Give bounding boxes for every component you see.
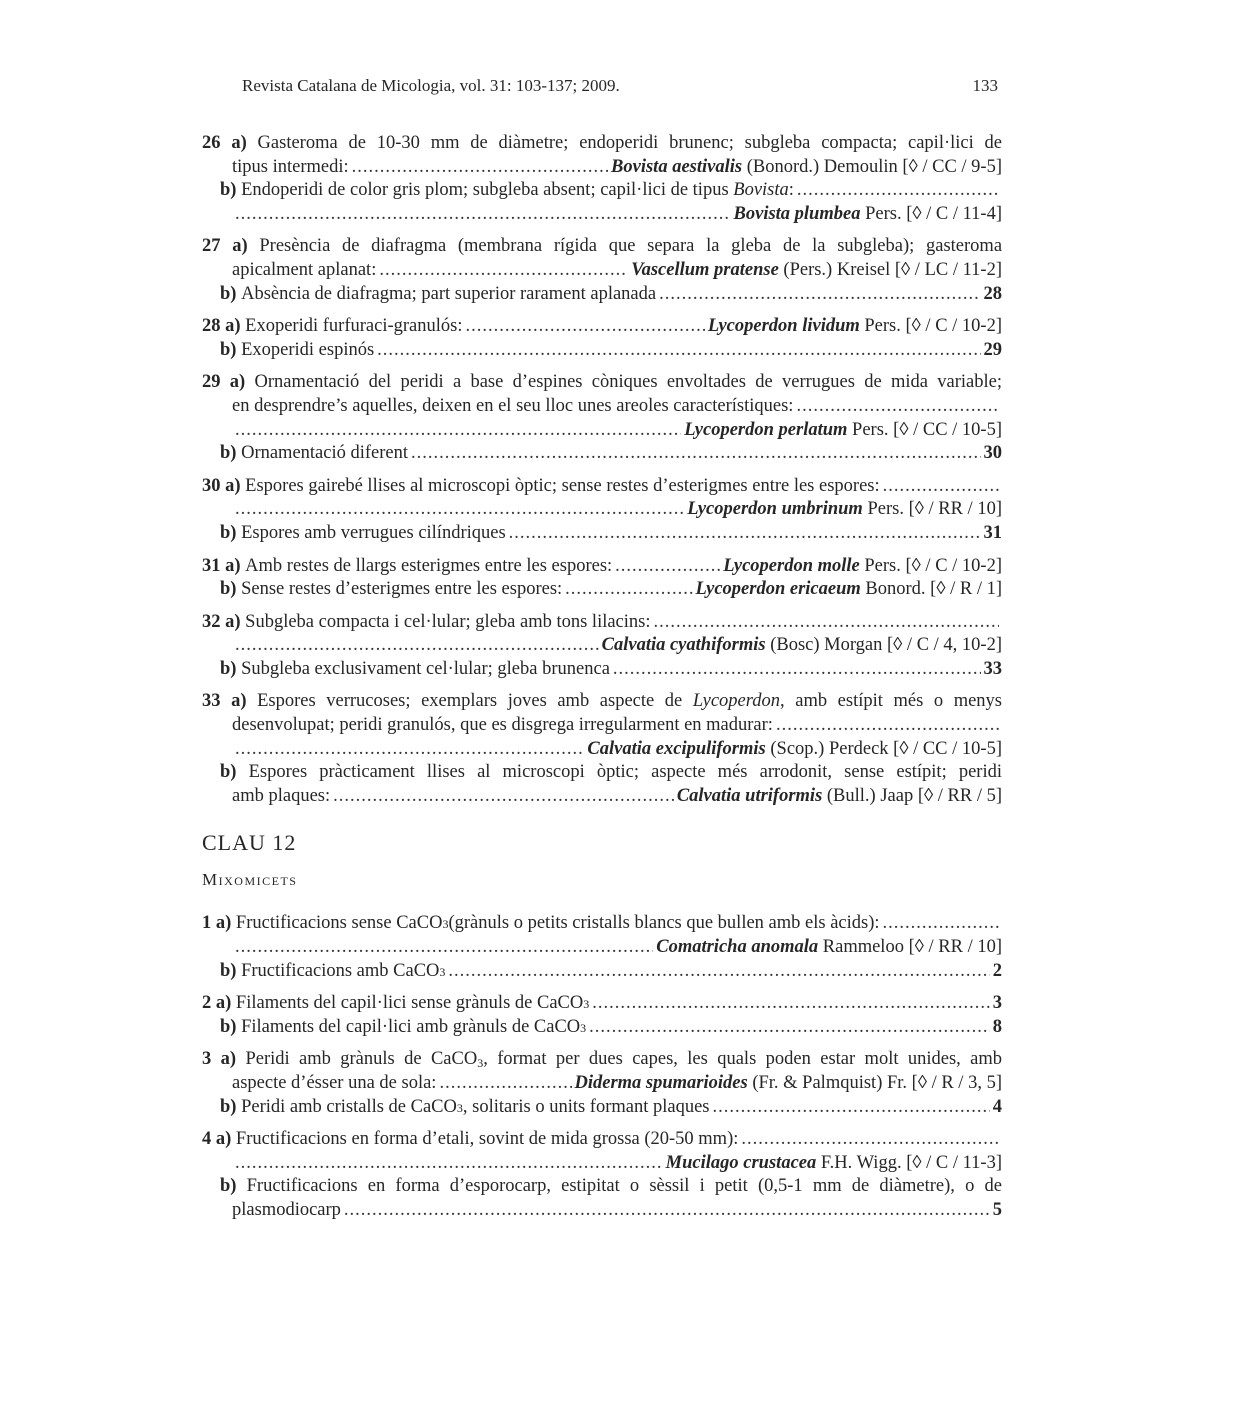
couplet-ref: 3 — [992, 993, 1002, 1014]
couplet-32: 32 a) Subgleba compacta i cel·lular; gleba amb tons lilacins: ..... ..... Calvatia cyathiformis (Bosc) Morgan [◊ / C / 4, 10-2] b) Subgleba exclusivament cel·lular; gleba brunenca ..... 33 — [202, 611, 1002, 682]
taxon-name: Lycoperdon umbrinum — [687, 499, 863, 520]
taxon-name: Comatricha anomala — [656, 937, 819, 958]
couplet-m2: 2 a) Filaments del capil·lici sense grànuls de CaCO 3 ..... 3 b) Filaments del capil·lici amb grànuls de CaCO 3 ..... 8 — [202, 992, 1002, 1039]
couplet-ref: 29 — [983, 339, 1002, 360]
couplet-28: 28 a) Exoperidi furfuraci-granulós: ..... Lycoperdon lividum Pers. [◊ / C / 10-2] b) Exoperidi espinós ..... 29 — [202, 315, 1002, 362]
taxon-name: Bovista aestivalis — [611, 156, 743, 177]
section-subtitle: Mixomicets — [202, 870, 298, 890]
taxon-name: Diderma spumarioides — [574, 1073, 748, 1093]
taxon-name: Lycoperdon ericaeum — [695, 579, 861, 600]
key-content — [202, 132, 1002, 1232]
couplet-33: 33 a) Espores verrucoses; exemplars joves amb aspecte de Lycoperdon, amb estípit més o menys desenvolupat; peridi granulós, que es disgrega irregularment en madurar: ..... ..... Calvatia excipuliformis (Scop.) Perdeck [◊ / CC / 10-5] b) Espores pràcticament llises al microscopi òptic; aspecte més arrodonit, sense estípit; peridi amb plaques: ..... Calvatia utriformis (Bull.) Jaap [◊ / RR / 5] — [202, 690, 1002, 808]
page-number: 133 — [972, 76, 998, 95]
couplet-30: 30 a) Espores gairebé llises al microscopi òptic; sense restes d’esterigmes entre les espores: ..... ..... Lycoperdon umbrinum Pers. [◊ / RR / 10] b) Espores amb verrugues cilíndriques ..... 31 — [202, 475, 1002, 546]
taxon-name: Lycoperdon lividum — [707, 316, 860, 337]
couplet-ref: 31 — [983, 522, 1002, 543]
taxon-name: Calvatia utriformis — [676, 785, 823, 806]
taxon-name: Calvatia cyathiformis — [601, 635, 766, 656]
taxon-name: Bovista plumbea — [733, 203, 861, 224]
couplet-29: 29 a) Ornamentació del peridi a base d’espines còniques envoltades de verrugues de mida variable; en desprendre’s aquelles, deixen en el seu lloc unes areoles característiques: ..... ..... Lycoperdon perlatum Pers. [◊ / CC / 10-5] b) Ornamentació diferent ..... 30 — [202, 371, 1002, 465]
couplet-27: 27 a) Presència de diafragma (membrana rígida que separa la gleba de la subgleba); gasteroma apicalment aplanat: ..... Vascellum pratense (Pers.) Kreisel [◊ / LC / 11-2] b) Absència de diafragma; part superior rarament aplanada ..... 28 — [202, 235, 1002, 306]
taxon-name: Lycoperdon molle — [723, 555, 860, 576]
couplet-m3: 3 a) Peridi amb grànuls de CaCO$_3$, format per dues capes, les quals poden estar molt unides, amb aspecte d’ésser una de sola: ..... Diderma spumarioides (Fr. & Palmquist) Fr. [◊ / R / 3, 5] b) Peridi amb cristalls de CaCO 3 , solitaris o units formant plaques ..... 4 — [202, 1048, 1002, 1119]
taxon-name: Lycoperdon perlatum — [684, 419, 848, 440]
couplet-31: 31 a) Amb restes de llargs esterigmes entre les espores: ..... Lycoperdon molle Pers. [◊ / C / 10-2] b) Sense restes d’esterigmes entre les espores: ..... Lycoperdon ericaeum Bonord. [◊ / R / 1] — [202, 555, 1002, 602]
couplet-m1: 1 a) Fructificacions sense CaCO 3 (grànuls o petits cristalls blancs que bullen amb els àcids): ..... ..... Comatricha anomala Rammeloo [◊ / RR / 10] b) Fructificacions amb CaCO 3 ..... 2 — [202, 912, 1002, 983]
couplet-ref: 2 — [992, 960, 1002, 981]
taxon-name: Calvatia excipuliformis — [587, 738, 766, 759]
section-title: CLAU 12 — [202, 830, 297, 856]
couplet-ref: 5 — [992, 1199, 1002, 1220]
couplet-26: 26 a) Gasteroma de 10-30 mm de diàmetre; endoperidi brunenc; subgleba compacta; capil·lici de tipus intermedi: ..... Bovista aestivalis (Bonord.) Demoulin [◊ / CC / 9-5] b) Endoperidi de color gris plom; subgleba absent; capil·lici de tipus Bovista : ..... ..... Bovista plumbea Pers. [◊ / C / 11-4] — [202, 132, 1002, 226]
couplet-ref: 33 — [983, 658, 1002, 679]
couplet-ref: 8 — [992, 1016, 1002, 1037]
couplet-m4: 4 a) Fructificacions en forma d’etali, sovint de mida grossa (20-50 mm): ..... ..... Mucilago crustacea F.H. Wigg. [◊ / C / 11-3] b) Fructificacions en forma d’esporocarp, estipitat o sèssil i petit (0,5-1 mm de diàmetre), o de plasmodiocarp ..... 5 — [202, 1128, 1002, 1222]
taxon-name: Vascellum pratense — [631, 259, 779, 280]
couplet-ref: 28 — [983, 283, 1002, 304]
journal-citation: Revista Catalana de Micologia, vol. 31: 103-137; 2009. — [242, 76, 620, 95]
couplet-ref: 30 — [983, 443, 1002, 464]
taxon-name: Mucilago crustacea — [665, 1152, 817, 1173]
couplet-ref: 4 — [992, 1096, 1002, 1117]
running-head — [242, 76, 998, 96]
